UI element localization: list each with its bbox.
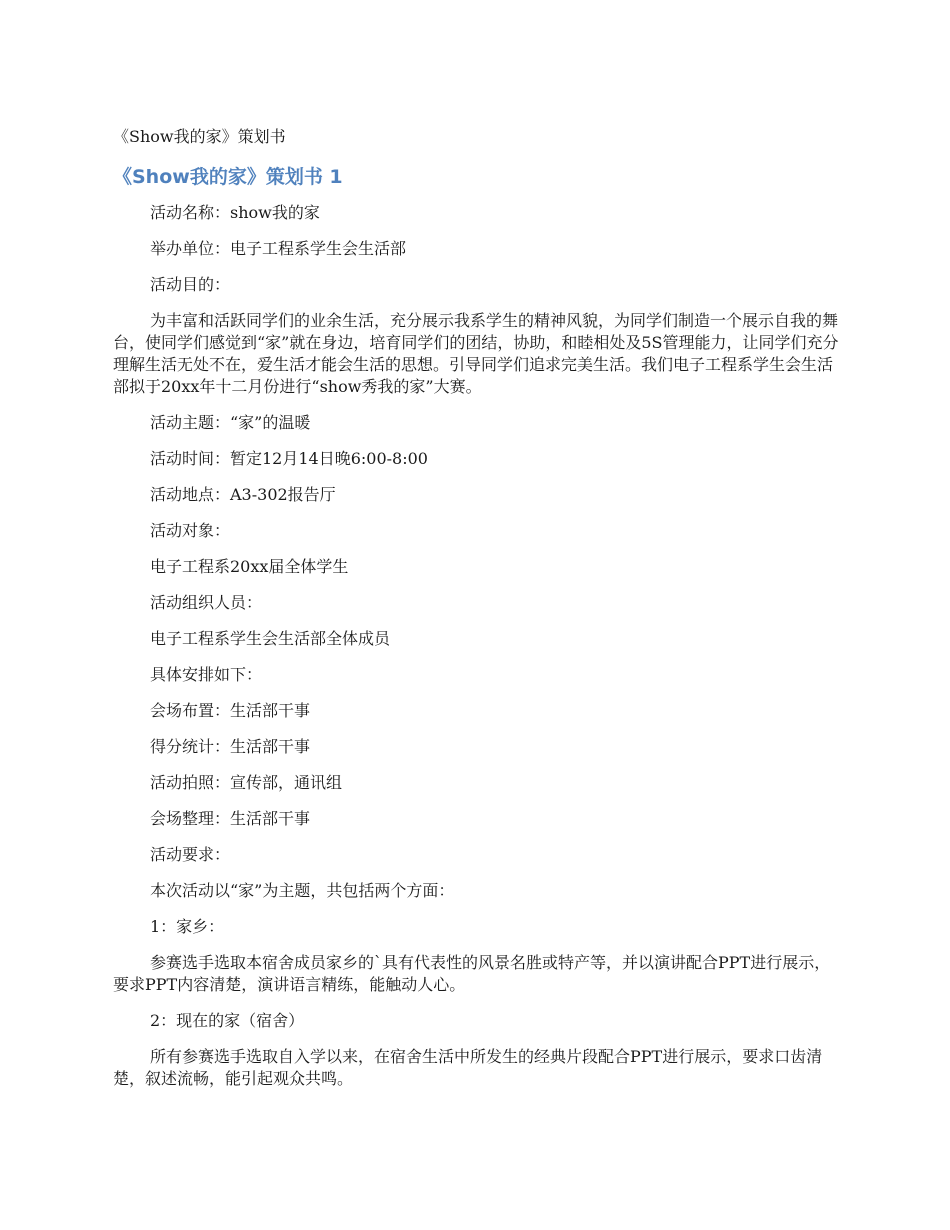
paragraph: 活动时间：暂定12月14日晚6:00-8:00 bbox=[150, 449, 428, 468]
paragraph: 活动拍照：宣传部，通讯组 bbox=[150, 773, 343, 792]
paragraph: 本次活动以“家”为主题，共包括两个方面： bbox=[150, 881, 455, 900]
paragraph: 1：家乡： bbox=[150, 917, 225, 936]
section-heading: 《Show我的家》策划书 1 bbox=[113, 166, 343, 188]
paragraph: 所有参赛选手选取自入学以来，在宿舍生活中所发生的经典片段配合PPT进行展示，要求口齿清楚，叙述流畅，能引起观众共鸣。 bbox=[113, 1047, 823, 1088]
paragraph: 活动组织人员： bbox=[150, 593, 263, 612]
paragraph: 活动主题：“家”的温暖 bbox=[150, 413, 311, 432]
paragraph: 会场布置：生活部干事 bbox=[150, 701, 311, 720]
document-title: 《Show我的家》策划书 bbox=[113, 127, 286, 146]
paragraph: 活动地点：A3-302报告厅 bbox=[150, 485, 336, 504]
paragraph: 为丰富和活跃同学们的业余生活，充分展示我系学生的精神风貌，为同学们制造一个展示自我的舞台，使同学们感觉到“家”就在身边，培育同学们的团结，协助，和睦相处及5S管理能力，让同学们充分理解生活无处不在，爱生活才能会生活的思想。引导同学们追求完美生活。我们电子工程系学生会生活部拟于20xx年十二月份进行“show秀我的家”大赛。 bbox=[113, 311, 839, 396]
document-body bbox=[113, 202, 843, 1104]
paragraph: 具体安排如下： bbox=[150, 665, 263, 684]
paragraph: 电子工程系20xx届全体学生 bbox=[150, 557, 349, 576]
paragraph: 参赛选手选取本宿舍成员家乡的`具有代表性的风景名胜或特产等，并以演讲配合PPT进行展示，要求PPT内容清楚，演讲语言精练，能触动人心。 bbox=[113, 953, 831, 994]
paragraph: 活动对象： bbox=[150, 521, 231, 540]
paragraph: 电子工程系学生会生活部全体成员 bbox=[150, 629, 391, 648]
paragraph: 2：现在的家（宿舍） bbox=[150, 1011, 305, 1030]
paragraph: 得分统计：生活部干事 bbox=[150, 737, 311, 756]
paragraph: 活动要求： bbox=[150, 845, 231, 864]
paragraph: 会场整理：生活部干事 bbox=[150, 809, 311, 828]
paragraph: 活动名称：show我的家 bbox=[150, 203, 320, 222]
paragraph: 活动目的： bbox=[150, 275, 231, 294]
paragraph: 举办单位：电子工程系学生会生活部 bbox=[150, 239, 407, 258]
